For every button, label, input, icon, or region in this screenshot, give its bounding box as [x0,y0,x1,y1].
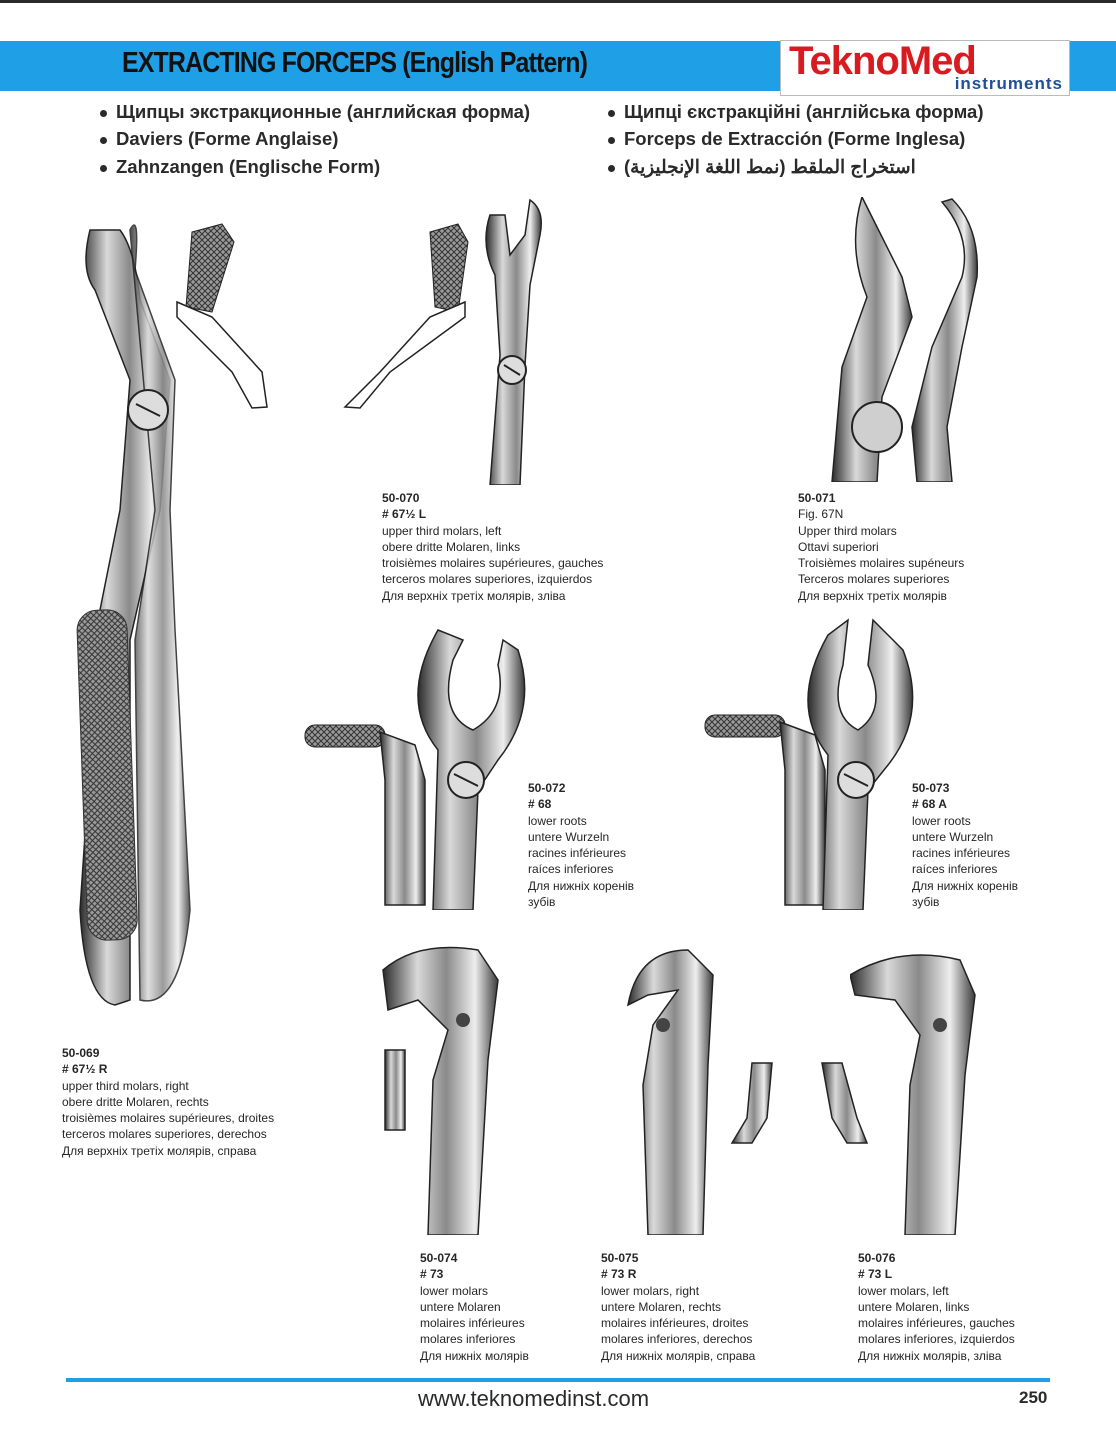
bullet-icon [100,165,107,172]
item-desc-line: untere Molaren, links [858,1299,970,1314]
item-figure: # 73 L [858,1267,893,1282]
lang-de-text: Zahnzangen (Englische Form) [116,156,381,177]
lang-fr-text: Daviers (Forme Anglaise) [116,128,339,149]
item-desc-line: Troisièmes molaires supéneurs [798,556,965,571]
item-desc-line: Для верхніх третіх молярів, зліва [382,588,566,603]
forceps-50-075-image [618,945,718,1235]
item-desc-line: Для верхніх третіх молярів, справа [62,1143,257,1158]
item-desc-line: Для нижніх молярів, зліва [858,1348,1002,1363]
item-code: 50-074 [420,1251,458,1265]
lang-fr [100,128,338,150]
item-figure: # 67½ R [62,1062,108,1077]
item-desc-line: Terceros molares superiores [798,572,950,587]
item-50-070 [382,490,603,604]
item-code: 50-073 [912,781,950,795]
item-50-069 [62,1045,274,1159]
item-desc-line: Ottavi superiori [798,539,879,554]
item-desc-line: Для нижніх молярів [420,1348,529,1363]
forceps-50-074-image [378,940,518,1235]
lang-uk [608,101,984,123]
item-50-072 [528,780,634,910]
item-desc-line: untere Molaren, rechts [601,1299,722,1314]
item-figure: # 68 A [912,797,947,812]
item-50-071 [798,490,964,604]
jaw-detail-50-070 [340,222,470,412]
item-desc-line: troisièmes molaires supérieures, gauches [382,556,604,571]
item-desc-line: untere Wurzeln [528,829,610,844]
item-desc-line: obere dritte Molaren, links [382,539,521,554]
item-desc-line: upper third molars, left [382,523,502,538]
item-desc-line: lower molars, right [601,1283,700,1298]
item-figure: Fig. 67N [798,507,844,522]
item-desc-line: Для нижніх молярів, справа [601,1348,756,1363]
item-desc-line: Для верхніх третіх молярів [798,588,947,603]
lang-ru-text: Щипцы экстракционные (английская форма) [116,101,531,122]
item-figure: # 73 R [601,1267,637,1282]
item-desc-line: upper third molars, right [62,1078,189,1093]
bullet-icon [608,137,615,144]
lang-ru [100,101,530,123]
footer-divider [66,1378,1050,1382]
logo-part-2: Med [898,39,976,83]
item-desc-line: molaires inférieures [420,1316,525,1331]
lang-de [100,156,380,178]
item-figure: # 67½ L [382,507,427,522]
forceps-50-071-image [822,197,982,482]
item-desc-line: raíces inferiores [912,862,998,877]
lang-ar [608,156,916,178]
item-code: 50-075 [601,1251,639,1265]
logo-subtitle: instruments [954,74,1063,93]
page-title: EXTRACTING FORCEPS (English Pattern) [122,47,588,79]
logo-part-1: Tekno [789,39,899,83]
item-code: 50-070 [382,491,420,505]
top-border [0,0,1116,3]
lang-es-text: Forceps de Extracción (Forme Inglesa) [624,128,966,149]
website-url: www.teknomedinst.com [418,1386,650,1411]
page-number: 250 [1019,1388,1048,1407]
item-desc-line: untere Wurzeln [912,829,994,844]
item-desc-line: Для нижніх коренів [528,878,635,893]
item-code: 50-069 [62,1046,100,1060]
item-desc-line: molares inferiores, izquierdos [858,1332,1015,1347]
item-code: 50-076 [858,1251,896,1265]
item-desc-line: lower molars, left [858,1283,949,1298]
item-desc-line: racines inférieures [912,846,1011,861]
jaw-detail-50-069 [172,222,282,412]
item-desc-line: lower roots [912,813,971,828]
item-desc-line: raíces inferiores [528,862,614,877]
item-desc-line: untere Molaren [420,1299,501,1314]
item-desc-line: troisièmes molaires supérieures, droites [62,1111,275,1126]
item-desc-line: obere dritte Molaren, rechts [62,1094,209,1109]
item-code: 50-072 [528,781,566,795]
item-desc-line: Для нижніх коренів [912,878,1019,893]
item-desc-line: racines inférieures [528,846,627,861]
item-figure: # 73 [420,1267,444,1282]
forceps-50-073-image [798,615,928,910]
item-figure: # 68 [528,797,552,812]
bullet-icon [608,165,615,172]
item-desc-line: molaires inférieures, gauches [858,1316,1015,1331]
item-desc-line: molares inferiores [420,1332,516,1347]
item-50-075 [601,1250,755,1364]
lang-es [608,128,965,150]
forceps-50-070-image [470,195,560,485]
logo-wordmark [789,39,976,84]
item-desc-line: зубів [528,895,556,910]
item-desc-line: terceros molares superiores, derechos [62,1127,267,1142]
item-desc-line: terceros molares superiores, izquierdos [382,572,593,587]
bullet-icon [608,110,615,117]
lang-uk-text: Щипці єкстракційні (англійська форма) [624,101,984,122]
item-desc-line: lower molars [420,1283,489,1298]
lang-ar-text: استخراج الملقط (نمط اللغة الإنجليزية) [624,156,916,177]
item-code: 50-071 [798,491,836,505]
item-50-076 [858,1250,1015,1364]
item-desc-line: molaires inférieures, droites [601,1316,749,1331]
forceps-50-076-image [850,945,980,1235]
forceps-50-072-image [408,620,538,910]
bullet-icon [100,110,107,117]
bullet-icon [100,137,107,144]
item-50-074 [420,1250,529,1364]
item-desc-line: molares inferiores, derechos [601,1332,753,1347]
item-desc-line: зубів [912,895,940,910]
item-50-073 [912,780,1018,910]
item-desc-line: lower roots [528,813,587,828]
brand-logo [780,40,1070,96]
item-desc-line: Upper third molars [798,523,897,538]
